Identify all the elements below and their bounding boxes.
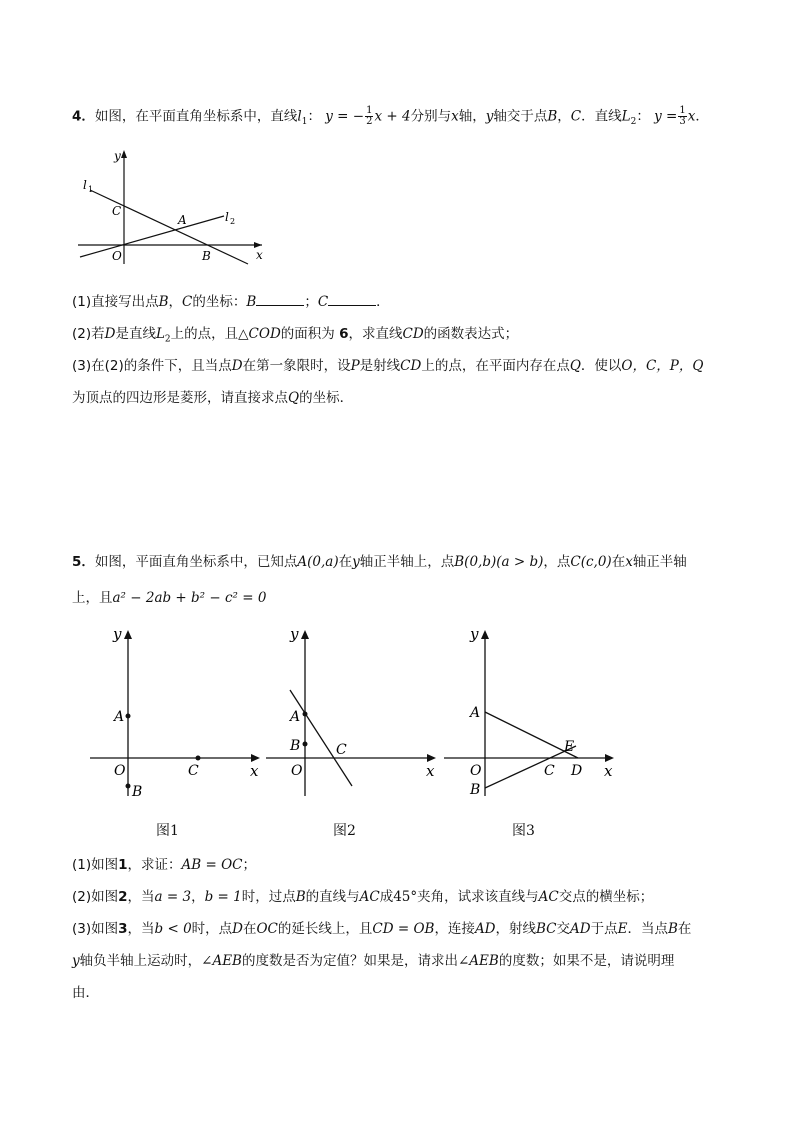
q5-part2: (2)如图2，当a = 3，b = 1时，过点B的直线与AC成45°夹角，试求该直线与AC交点的横坐标； [72, 889, 654, 905]
point-a [126, 714, 131, 719]
c-label: C [336, 742, 347, 758]
y-label: y [113, 625, 122, 643]
b-label: B [290, 738, 301, 754]
fraction-one-half: $\frac{1}{2}$ [366, 105, 373, 127]
y-label: y [114, 149, 121, 163]
y-axis-arrow [124, 630, 132, 639]
answer-blank-c[interactable] [328, 293, 376, 306]
q5-figure-1 [88, 620, 268, 800]
x-label: x [604, 762, 613, 780]
y-axis-arrow [121, 150, 127, 158]
figure-1-caption: 图1 [156, 823, 179, 839]
origin-label: O [112, 249, 122, 263]
b-label: B [470, 782, 481, 798]
point-b [126, 784, 131, 789]
a-label: A [114, 709, 125, 725]
q4-part3: (3)在(2)的条件下，且当点D在第一象限时，设P是射线CD上的点，在平面内存在点Q．使以O，C，P，Q [72, 358, 704, 374]
point-b [303, 742, 308, 747]
q5-part3: (3)如图3，当b < 0时，点D在OC的延长线上，且CD = OB，连接AD，射线BC交AD于点E．当点B在 [72, 921, 692, 937]
d-label: D [571, 763, 583, 779]
q5-figure-3 [440, 620, 620, 800]
y-axis-arrow [301, 630, 309, 639]
a-label: A [470, 705, 481, 721]
q4-figure [72, 142, 272, 270]
b-label: B [132, 784, 143, 800]
x-label: x [250, 762, 259, 780]
q4-stem: 4．如图，在平面直角坐标系中，直线$l_1$： y = − $\frac{1}{2}$ x + 4分别与x轴，y轴交于点B，C．直线$L_2$： y = $\frac{1}{3}$ x． [72, 105, 709, 128]
q5-part1: (1)如图1，求证：AB = OC； [72, 857, 256, 873]
q5-stem: 5．如图，平面直角坐标系中，已知点A(0,a)在y轴正半轴上，点B(0,b)(a > b)，点C(c,0)在x轴正半轴 [72, 554, 687, 570]
x-label: x [426, 762, 435, 780]
point-a [303, 712, 308, 717]
q5-part3-line3: 由． [72, 985, 99, 1001]
a-label: A [290, 709, 301, 725]
figure-2-caption: 图2 [333, 823, 356, 839]
condition-equation: a² − 2ab + b² − c² = 0 [112, 590, 267, 606]
point-b-label: B [202, 249, 211, 263]
q4-number: 4． [72, 108, 95, 125]
point-c-label: C [112, 204, 122, 218]
q5-figure-2 [264, 620, 444, 800]
x-label: x [256, 248, 263, 262]
c-label: C [188, 763, 199, 779]
point-c [196, 756, 201, 761]
svg-text:1: 1 [88, 185, 94, 194]
answer-blank-b[interactable] [256, 293, 304, 306]
x-axis-arrow [251, 754, 260, 762]
l1-label: l [83, 178, 87, 192]
ray-bc [485, 746, 576, 788]
q5-stem-line2: 上，且a² − 2ab + b² − c² = 0 [72, 590, 267, 606]
y-label: y [470, 625, 479, 643]
e-label: E [564, 739, 575, 755]
q4-part2: (2)若D是直线$L_2$上的点，且△COD的面积为 6，求直线CD的函数表达式； [72, 326, 519, 345]
l2-label: l [225, 210, 229, 224]
c-label: C [544, 763, 555, 779]
point-a-label: A [178, 213, 187, 227]
x-axis-arrow [605, 754, 614, 762]
y-label: y [290, 625, 299, 643]
origin-label: O [114, 763, 126, 779]
figure-3-caption: 图3 [512, 823, 535, 839]
q4-part3-line2: 为顶点的四边形是菱形，请直接求点Q的坐标． [72, 390, 354, 406]
q5-part3-line2: y轴负半轴上运动时，∠AEB的度数是否为定值？如果是，请求出∠AEB的度数；如果不是，请说明理 [72, 953, 675, 969]
q4-part1: (1)直接写出点B，C的坐标：B ；C ． [72, 294, 390, 310]
y-axis-arrow [481, 630, 489, 639]
origin-label: O [291, 763, 303, 779]
origin-label: O [470, 763, 482, 779]
fraction-one-third: $\frac{1}{3}$ [679, 105, 686, 127]
x-axis-arrow [427, 754, 436, 762]
svg-text:2: 2 [230, 217, 236, 226]
q5-number: 5． [72, 554, 95, 570]
